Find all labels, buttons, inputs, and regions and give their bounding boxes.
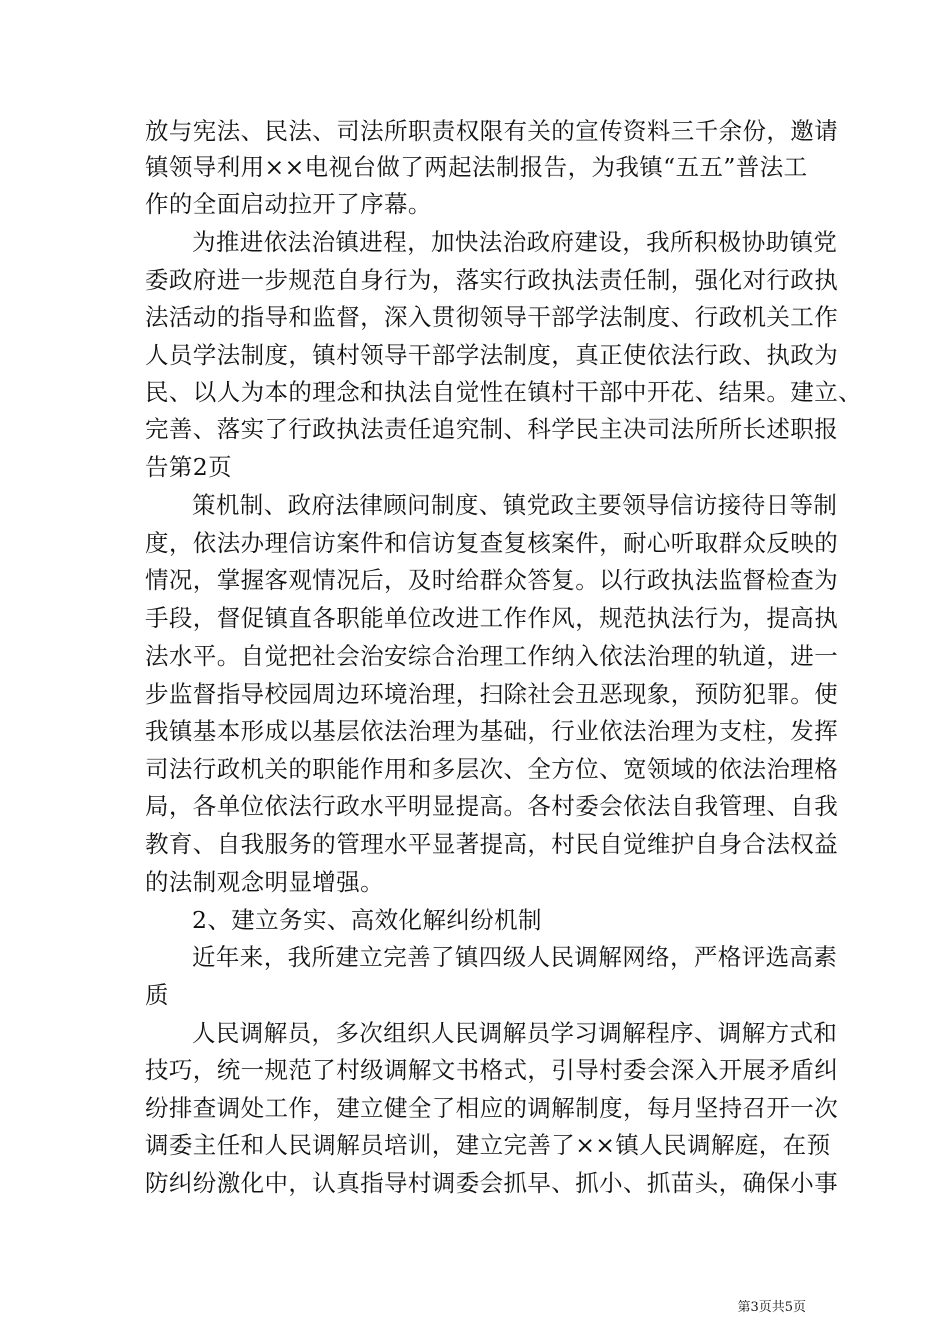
text-line: 局，各单位依法行政水平明显提高。各村委会依法自我管理、自我: [145, 792, 839, 820]
text-line: 法活动的指导和监督，深入贯彻领导干部学法制度、行政机关工作: [145, 303, 839, 331]
text-line: 教育、自我服务的管理水平显著提高，村民自觉维护自身合法权益: [145, 830, 839, 858]
text-line: 纷排查调处工作，建立健全了相应的调解制度，每月坚持召开一次: [145, 1094, 839, 1122]
text-line: 人员学法制度，镇村领导干部学法制度，真正使依法行政、执政为: [145, 341, 839, 369]
text-line: 手段，督促镇直各职能单位改进工作作风，规范执法行为，提高执: [145, 604, 839, 632]
text-line: 告第2页: [145, 453, 233, 481]
text-line: 镇领导利用××电视台做了两起法制报告，为我镇“五五”普法工: [145, 153, 808, 181]
text-line: 人民调解员，多次组织人民调解员学习调解程序、调解方式和: [192, 1019, 838, 1047]
text-line: 我镇基本形成以基层依法治理为基础，行业依法治理为支柱，发挥: [145, 717, 839, 745]
text-line: 法水平。自觉把社会治安综合治理工作纳入依法治理的轨道，进一: [145, 642, 839, 670]
text-line: 民、以人为本的理念和执法自觉性在镇村干部中开花、结果。建立、: [145, 378, 862, 406]
section-heading: 2、建立务实、高效化解纠纷机制: [192, 906, 542, 934]
text-line: 情况，掌握客观情况后，及时给群众答复。以行政执法监督检查为: [145, 566, 839, 594]
text-line: 防纠纷激化中，认真指导村调委会抓早、抓小、抓苗头，确保小事: [145, 1169, 839, 1197]
text-line: 作的全面启动拉开了序幕。: [145, 190, 432, 218]
text-line: 委政府进一步规范自身行为，落实行政执法责任制，强化对行政执: [145, 266, 839, 294]
text-line: 近年来，我所建立完善了镇四级人民调解网络，严格评选高素: [192, 943, 838, 971]
text-line: 完善、落实了行政执法责任追究制、科学民主决司法所所长述职报: [145, 415, 839, 443]
text-line: 放与宪法、民法、司法所职责权限有关的宣传资料三千余份，邀请: [145, 117, 839, 145]
text-line: 策机制、政府法律顾问制度、镇党政主要领导信访接待日等制: [192, 491, 838, 519]
text-line: 步监督指导校园周边环境治理，扫除社会丑恶现象，预防犯罪。使: [145, 680, 839, 708]
text-line: 技巧，统一规范了村级调解文书格式，引导村委会深入开展矛盾纠: [145, 1056, 839, 1084]
text-line: 为推进依法治镇进程，加快法治政府建设，我所积极协助镇党: [192, 228, 838, 256]
text-line: 司法行政机关的职能作用和多层次、全方位、宽领域的依法治理格: [145, 755, 839, 783]
text-line: 的法制观念明显增强。: [145, 868, 384, 896]
text-line: 质: [145, 981, 169, 1009]
text-line: 调委主任和人民调解员培训，建立完善了××镇人民调解庭，在预: [145, 1131, 831, 1159]
page-number: 第3页共5页: [737, 1300, 806, 1315]
text-line: 度，依法办理信访案件和信访复查复核案件，耐心听取群众反映的: [145, 529, 839, 557]
